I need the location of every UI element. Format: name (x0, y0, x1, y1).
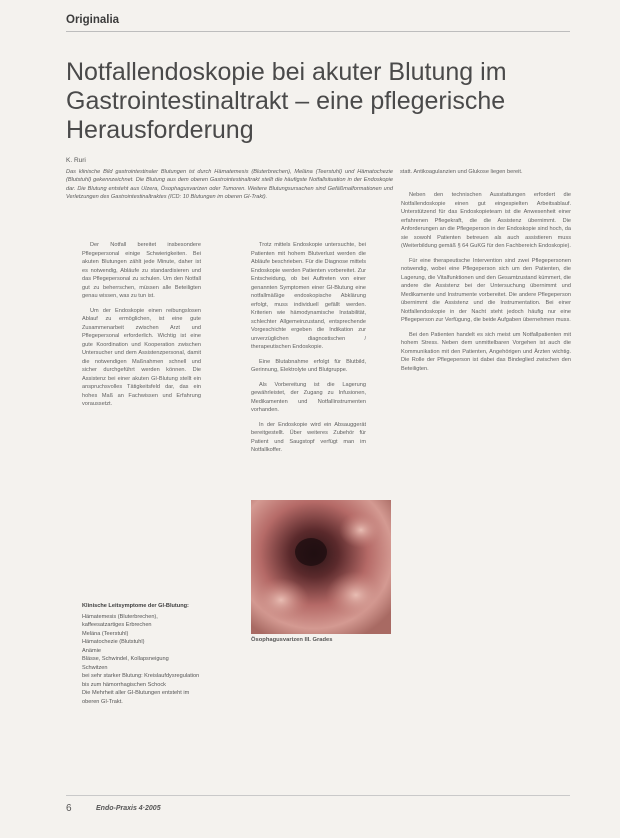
paragraph: Als Vorbereitung ist die Lagerung gewährleistet, der Zugang zu Infusionen, Medikamenten und Notfallinstrumenten vorhanden. (251, 381, 366, 413)
paragraph: Der Notfall bereitet insbesondere Pflegepersonal einige Schwierigkeiten. Bei akuten Blutungen zählt jede Minute, daher ist es notwendig, Abläufe zu standardisieren und das Pflegepersonal zu schulen. Um den Notfall gut zu beherrschen, müssen alle Beteiligten genau wissen, was zu tun ist. (82, 242, 201, 299)
section-label: Originalia (66, 14, 120, 26)
body-column-1 (82, 241, 201, 415)
abstract: Das klinische Bild gastrointestinaler Blutungen ist durch Hämatemesis (Bluterbrechen), Meläna (Teerstuhl) und Hämatochezie (Blutstuhl) gekennzeichnet. Die Blutung aus dem oberen Gastrointestinaltrakt stellt die häufigste Notfallsituation in der Endoskopie dar. Die Blutung entsteht aus Ulzera, Ösophagusvarizen oder Tumoren. Weitere Blutungsursachen sind Gefäßmalformationen und Verletzungen des Gastrointestinaltraktes (ICD: 10 Blutungen im oberen GI-Trakt). (66, 169, 393, 201)
paragraph: Bei den Patienten handelt es sich meist um Notfallpatienten mit hohem Stress. Neben dem unmittelbaren Vorgehen ist auch die Kommunikation mit den Patienten, Angehörigen und Ärzten wichtig. Die Rolle der Pflegeperson ist dabei das Bindeglied zwischen den Beteiligten. (401, 331, 571, 372)
paragraph: Für eine therapeutische Intervention sind zwei Pflegepersonen notwendig, wobei eine Pflegeperson sich um den Patienten, die Lagerung, die Vitalfunktionen und den Gesamtzustand kümmert, die andere die Assistenz bei der Untersuchung übernimmt und Medikamente und Instrumente vorbereitet. Die andere Pflegeperson übernimmt die Assistenz und die Instrumentation. Bei einer Notfallendoskopie in der Nacht steht jedoch häufig nur eine Pflegeperson zur Verfügung, die beide Aufgaben übernehmen muss. (401, 257, 571, 323)
list-item: Blässe, Schwindel, Kollapsneigung (82, 656, 169, 662)
article-title: Notfallendoskopie bei akuter Blutung im Gastrointestinaltrakt – eine pflegerische Herausforderung (66, 58, 507, 144)
header-rule (66, 31, 570, 32)
list-item: kaffeesatzartiges Erbrechen (82, 622, 152, 628)
list-item: Die Mehrheit aller GI-Blutungen entsteht im oberen GI-Trakt. (82, 690, 190, 705)
list-item: Hämatemesis (Bluterbrechen), (82, 613, 158, 620)
body-column-2 (251, 241, 366, 461)
list-item: Hämatochezie (Blutstuhl) (82, 639, 145, 645)
box-title: Klinische Leitsymptome der GI-Blutung: (82, 603, 189, 609)
paragraph: In der Endoskopie wird ein Absauggerät bereitgestellt. Über weiteres Zubehör für Patient und Saugstopf verfügt man im Notfallkoffer. (251, 421, 366, 453)
paragraph: Eine Blutabnahme erfolgt für Blutbild, Gerinnung, Elektrolyte und Blutgruppe. (251, 358, 366, 373)
endoscopy-photo (251, 500, 391, 634)
list-item: bei sehr starker Blutung: Kreislaufdysregulation bis zum hämorrhagischen Schock (82, 673, 200, 688)
symptoms-box (82, 602, 201, 706)
figure-caption: Ösophagusvarizen III. Grades (251, 637, 333, 643)
list-item: Anämie (82, 647, 101, 654)
list-item: Schwitzen (82, 664, 108, 671)
symptom-list (82, 613, 201, 707)
list-item: Meläna (Teerstuhl) (82, 630, 129, 637)
paragraph: Neben den technischen Ausstattungen erfordert die Notfallendoskopie einen gut eingespielten Arbeitsablauf. Unterstützend für das Endoskopieteam ist die Anwesenheit einer erfahrenen Pflegekraft, die die Assistenz übernimmt. Die Anforderungen an die Pflegeperson in der Endoskopie sind hoch, da sie sowohl Patienten betreuen als auch assistieren muss (Weiterbildung gemäß § 64 GuKG für den Fachbereich Endoskopie). (401, 192, 571, 249)
paragraph: Trotz mittels Endoskopie untersuchte, bei Patienten mit hohem Blutverlust werden die Abläufe beschrieben. Für die Diagnose mittels Endoskopie werden Patienten vorbereitet. Zur Entscheidung, ob bei Auftreten von einer genannten Symptomen einer GI-Blutung eine notfallmäßige endoskopische Abklärung erfolgt, muss individuell gefällt werden. Kriterien wie hämodynamische Instabilität, schlechter Allgemeinzustand, entsprechende Vorgeschichte ergeben die Indikation zur unverzüglichen diagnostischen / therapeutischen Endoskopie. (251, 242, 366, 350)
journal-name: Endo-Praxis 4·2005 (96, 805, 161, 812)
footer-rule (66, 795, 570, 796)
body-column-3-top: statt. Antikoagulanzien und Glukose liegen bereit. (400, 169, 523, 175)
paragraph: Um der Endoskopie einen reibungslosen Ablauf zu ermöglichen, ist eine gute Zusammenarbeit zwischen Arzt und Pflegepersonal erforderlich. Wichtig ist eine gute Koordination und Kooperation zwischen Untersucher und dem Assistenzpersonal, damit die notwendigen Maßnahmen schnell und sicher durchgeführt werden können. Die Assistenz bei einer akuten GI-Blutung stellt ein anspruchsvolles Tätigkeitsfeld dar, das ein hohes Maß an Fachwissen und Erfahrung voraussetzt. (82, 307, 201, 407)
page-number: 6 (66, 803, 72, 814)
body-column-3 (401, 191, 571, 379)
author-line: K. Ruri (66, 157, 86, 164)
